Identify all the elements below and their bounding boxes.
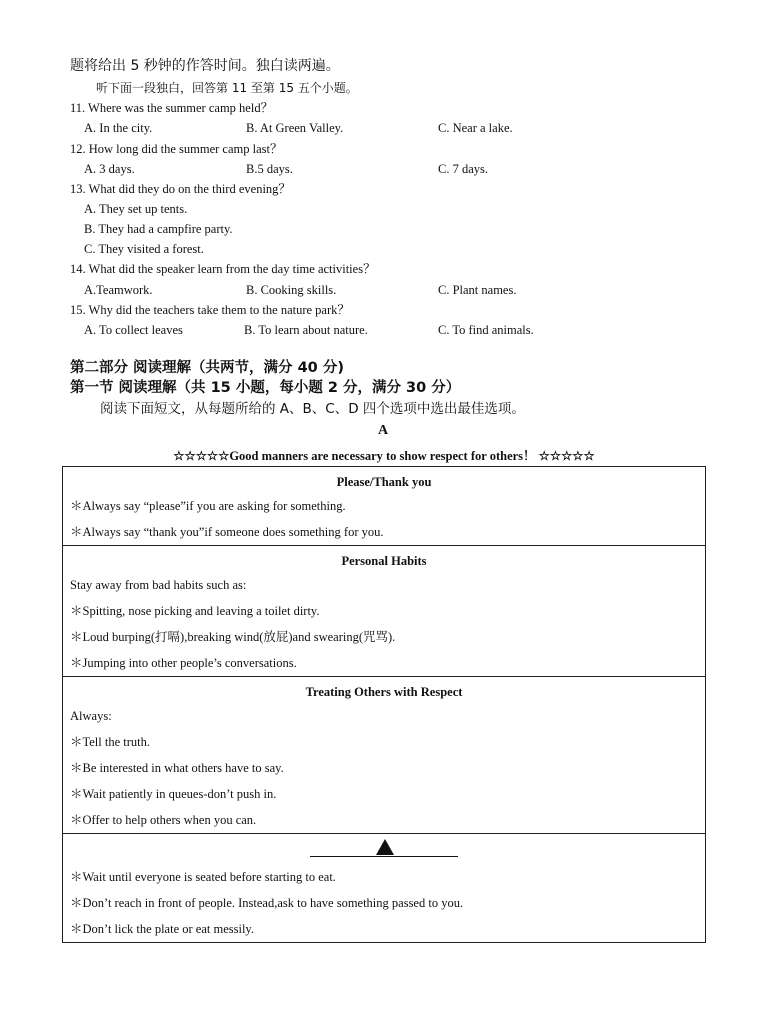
section-title: Treating Others with Respect — [305, 685, 463, 699]
q13-option-a: A. They set up tents. — [84, 202, 188, 216]
list-item: ＊Always say “thank you”if someone does something for you. — [70, 525, 384, 539]
passage-label: A — [378, 423, 389, 438]
list-item: Stay away from bad habits such as: — [70, 578, 247, 592]
q11-option-c: C. Near a lake. — [438, 121, 513, 135]
list-item: ＊Be interested in what others have to say. — [70, 761, 284, 775]
section-please-thank-you — [63, 467, 706, 546]
intro-line-2: 听下面一段独白，回答第 11 至第 15 五个小题。 — [96, 81, 358, 95]
section-title: Personal Habits — [341, 554, 427, 568]
triangle-icon — [376, 839, 394, 855]
q13-option-b: B. They had a campfire party. — [84, 222, 233, 236]
list-item: ＊Spitting, nose picking and leaving a toilet dirty. — [70, 604, 320, 618]
q12-option-c: C. 7 days. — [438, 162, 488, 176]
list-item: ＊Wait patiently in queues-don’t push in. — [70, 787, 277, 801]
q15-option-c: C. To find animals. — [438, 323, 534, 337]
intro-line-1: 题将给出 5 秒钟的作答时间。独白读两遍。 — [70, 58, 340, 74]
list-item: ＊Don’t lick the plate or eat messily. — [70, 922, 254, 936]
section-personal-habits — [63, 546, 706, 677]
section-title: Please/Thank you — [336, 475, 432, 489]
q13-option-c: C. They visited a forest. — [84, 242, 204, 256]
manners-table — [62, 466, 706, 943]
q11-option-a: A. In the city. — [84, 121, 153, 135]
part2-heading: 第二部分 阅读理解（共两节，满分 40 分) — [70, 360, 344, 376]
question-12: 12. How long did the summer camp last？ — [70, 142, 283, 156]
q14-option-b: B. Cooking skills. — [246, 283, 337, 297]
section-blank-title — [63, 834, 706, 943]
list-item: ＊Jumping into other people’s conversations. — [70, 656, 297, 670]
blank-title-answer-line — [70, 834, 698, 864]
question-14: 14. What did the speaker learn from the day time activities？ — [70, 262, 376, 276]
q15-option-b: B. To learn about nature. — [244, 323, 368, 337]
question-15: 15. Why did the teachers take them to the nature park？ — [70, 303, 350, 317]
q15-option-a: A. To collect leaves — [84, 323, 183, 337]
list-item: ＊Loud burping(打嗝),breaking wind(放屁)and swearing(咒骂). — [70, 630, 396, 644]
list-item: ＊Offer to help others when you can. — [70, 813, 257, 827]
question-11: 11. Where was the summer camp held？ — [70, 101, 274, 115]
blank-underline — [310, 836, 458, 857]
list-item: ＊Don’t reach in front of people. Instead,ask to have something passed to you. — [70, 896, 464, 910]
list-item: Always: — [70, 709, 112, 723]
q12-option-a: A. 3 days. — [84, 162, 135, 176]
section-treating-others — [63, 677, 706, 834]
list-item: ＊Wait until everyone is seated before starting to eat. — [70, 870, 336, 884]
table-banner: ☆☆☆☆☆Good manners are necessary to show respect for others！ ☆☆☆☆☆ — [173, 449, 595, 463]
q14-option-c: C. Plant names. — [438, 283, 517, 297]
q12-option-b: B.5 days. — [246, 162, 293, 176]
q14-option-a: A.Teamwork. — [84, 283, 153, 297]
list-item: ＊Always say “please”if you are asking for something. — [70, 499, 346, 513]
q11-option-b: B. At Green Valley. — [246, 121, 344, 135]
section1-heading: 第一节 阅读理解（共 15 小题，每小题 2 分，满分 30 分） — [70, 380, 461, 396]
reading-instruction: 阅读下面短文，从每题所给的 A、B、C、D 四个选项中选出最佳选项。 — [100, 401, 525, 417]
list-item: ＊Tell the truth. — [70, 735, 151, 749]
question-13: 13. What did they do on the third evening？ — [70, 182, 291, 196]
